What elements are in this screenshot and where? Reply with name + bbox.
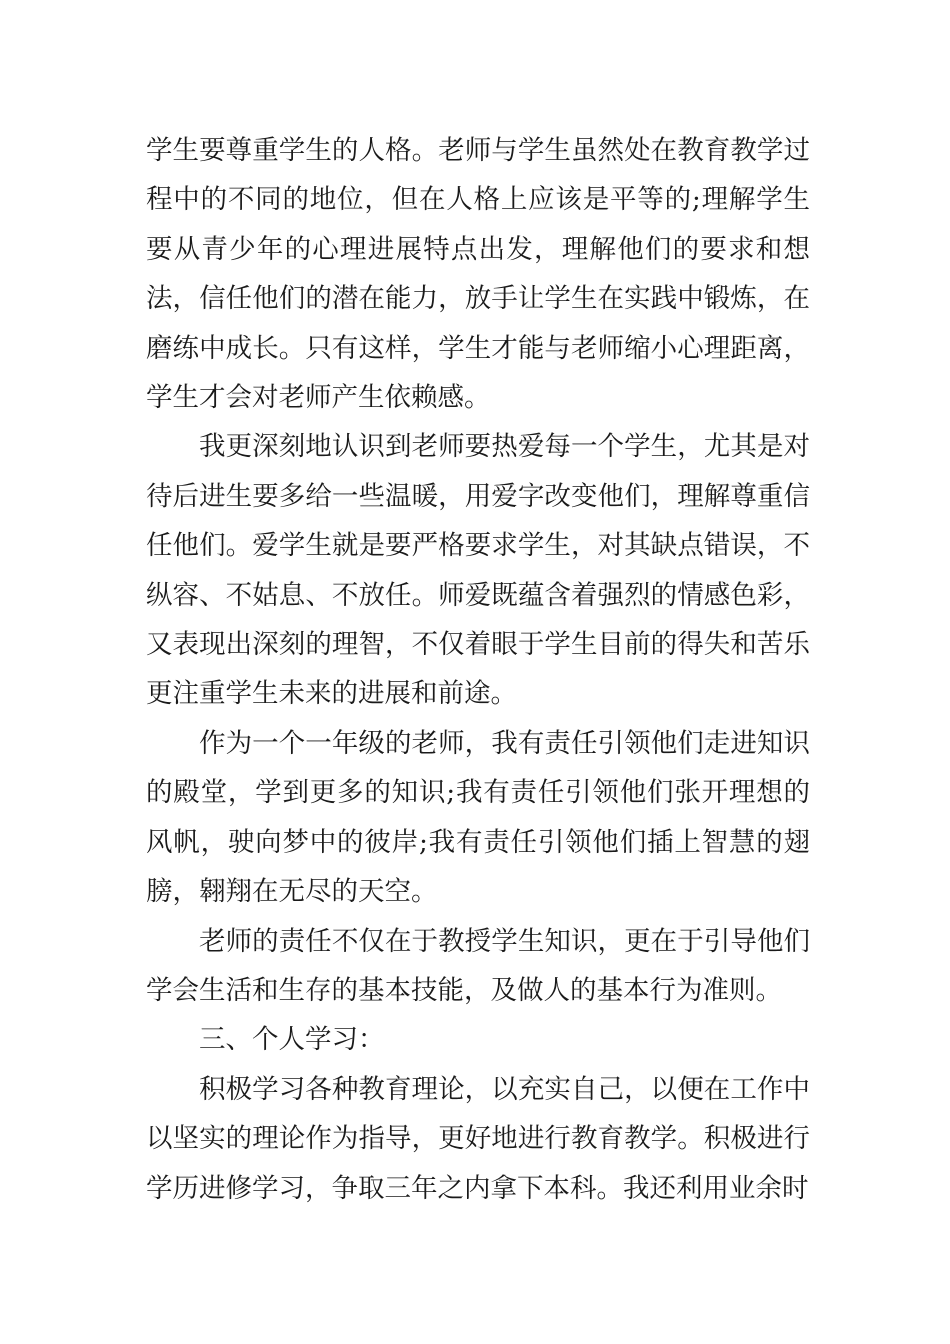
paragraph-teaching-duty: 老师的责任不仅在于教授学生知识，更在于引导他们学会生活和生存的基本技能，及做人的基本行为准则。 bbox=[146, 925, 810, 1006]
paragraph-continuation: 学生要尊重学生的人格。老师与学生虽然处在教育教学过程中的不同的地位，但在人格上应该是平等的;理解学生要从青少年的心理进展特点出发，理解他们的要求和想法，信任他们的潜在能力，放手让学生在实践中锻炼，在磨练中成长。只有这样，学生才能与老师缩小心理距离，学生才会对老师产生依赖感。 bbox=[146, 135, 810, 414]
paragraph-personal-study: 积极学习各种教育理论，以充实自己，以便在工作中以坚实的理论作为指导，更好地进行教育教学。积极进行学历进修学习，争取三年之内拿下本科。我还利用业余时 bbox=[146, 1073, 810, 1204]
paragraph-teacher-responsibility: 作为一个一年级的老师，我有责任引领他们走进知识的殿堂，学到更多的知识;我有责任引领他们张开理想的风帆，驶向梦中的彼岸;我有责任引领他们插上智慧的翅膀，翱翔在无尽的天空。 bbox=[146, 727, 810, 908]
paragraph-love-students: 我更深刻地认识到老师要热爱每一个学生，尤其是对待后进生要多给一些温暖，用爱字改变他们，理解尊重信任他们。爱学生就是要严格要求学生，对其缺点错误，不纵容、不姑息、不放任。师爱既蕴含着强烈的情感色彩，又表现出深刻的理智，不仅着眼于学生目前的得失和苦乐更注重学生未来的进展和前途。 bbox=[146, 431, 810, 710]
document-body bbox=[146, 126, 810, 1213]
section-heading-personal-study: 三、个人学习： bbox=[199, 1024, 385, 1056]
